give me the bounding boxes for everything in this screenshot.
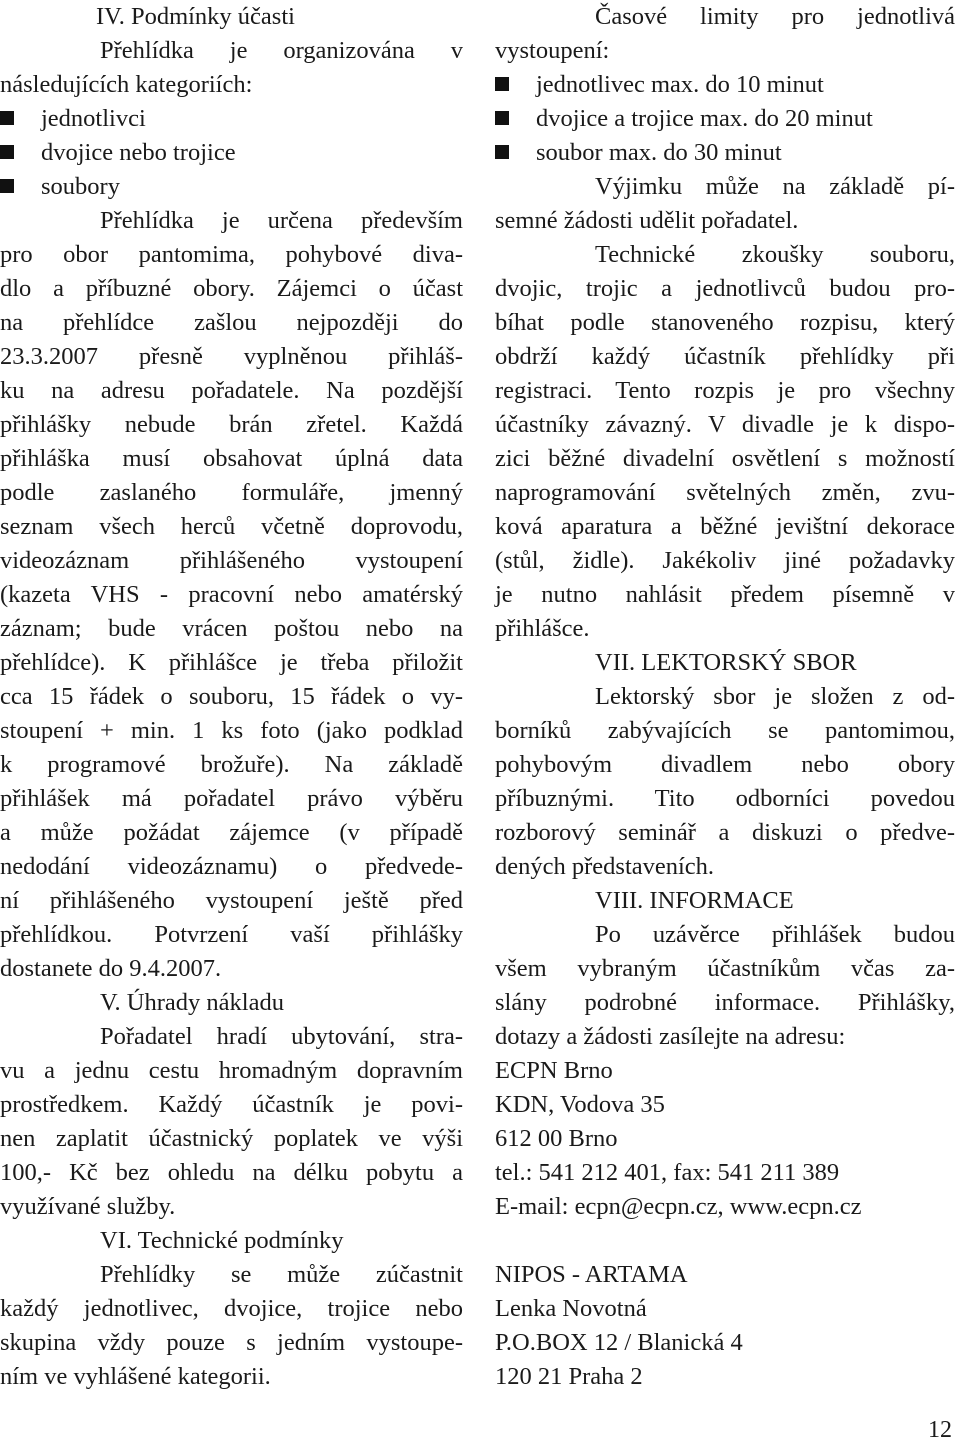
list-item: jednotlivci bbox=[0, 102, 463, 136]
text-line: podle zaslaného formuláře, jmenný bbox=[0, 479, 463, 506]
text-line: (kazeta VHS - pracovní nebo amatérský bbox=[0, 581, 463, 608]
text-line: všem vybraným účastníkům včas za- bbox=[495, 955, 955, 982]
list-item: dvojice nebo trojice bbox=[0, 136, 463, 170]
text-line: ní přihlášeného vystoupení ještě před bbox=[0, 887, 463, 914]
text-line: dených představeních. bbox=[495, 853, 715, 880]
bullet-square-icon bbox=[495, 111, 509, 125]
text-line: přihlášce. bbox=[495, 615, 590, 642]
page-number: 12 bbox=[928, 1417, 952, 1443]
text-line: semné žádosti udělit pořadatel. bbox=[495, 207, 799, 234]
bullet-square-icon bbox=[0, 145, 14, 159]
text-line: skupina vždy pouze s jedním vystoupe- bbox=[0, 1329, 463, 1356]
text-line: Přehlídka je organizována v bbox=[100, 37, 463, 64]
text-line: slány podrobné informace. Přihlášky, bbox=[495, 989, 955, 1016]
text-line: dostanete do 9.4.2007. bbox=[0, 955, 222, 982]
text-line: stoupení + min. 1 ks foto (jako podklad bbox=[0, 717, 463, 744]
text-line: naprogramování světelných změn, zvu- bbox=[495, 479, 955, 506]
address-line: NIPOS - ARTAMA bbox=[495, 1261, 688, 1288]
text-line: Výjimku může na základě pí- bbox=[595, 173, 955, 200]
text-line: přehlídce). K přihlášce je třeba přiložit bbox=[0, 649, 463, 676]
email-web-line[interactable]: E-mail: ecpn@ecpn.cz, www.ecpn.cz bbox=[495, 1193, 862, 1220]
text-line: seznam všech herců včetně doprovodu, bbox=[0, 513, 463, 540]
text-line: (stůl, židle). Jakékoliv jiné požadavky bbox=[495, 547, 955, 574]
address-line: Lenka Novotná bbox=[495, 1295, 647, 1322]
list-item: soubory bbox=[0, 170, 463, 204]
list-item: soubor max. do 30 minut bbox=[495, 136, 955, 170]
text-line: 100,- Kč bez ohledu na délku pobytu a bbox=[0, 1159, 463, 1186]
text-line: vu a jednu cestu hromadným dopravním bbox=[0, 1057, 463, 1084]
left-column bbox=[0, 0, 463, 1394]
text-line: Po uzávěrce přihlášek budou bbox=[595, 921, 955, 948]
text-line: pro obor pantomima, pohybové diva- bbox=[0, 241, 463, 268]
text-line: rozborový seminář a diskuzi o předve- bbox=[495, 819, 955, 846]
text-line: je nutno nahlásit předem písemně v bbox=[495, 581, 955, 608]
text-line: Přehlídka je určena především bbox=[100, 207, 463, 234]
address-line: 612 00 Brno bbox=[495, 1125, 618, 1152]
text-line: na přehlídce zašlou nejpozději do bbox=[0, 309, 463, 336]
address-line: 120 21 Praha 2 bbox=[495, 1363, 643, 1390]
text-line: Časové limity pro jednotlivá bbox=[595, 3, 955, 30]
text-line: Pořadatel hradí ubytování, stra- bbox=[100, 1023, 463, 1050]
text-line: vystoupení: bbox=[495, 37, 610, 64]
text-line: a může požádat zájemce (v případě bbox=[0, 819, 463, 846]
text-line: ku na adresu pořadatele. Na pozdější bbox=[0, 377, 463, 404]
address-line: P.O.BOX 12 / Blanická 4 bbox=[495, 1329, 743, 1356]
text-line: přehlídkou. Potvrzení vaší přihlášky bbox=[0, 921, 463, 948]
address-line: KDN, Vodova 35 bbox=[495, 1091, 665, 1118]
text-line: nedodání videozáznamu) o předvede- bbox=[0, 853, 463, 880]
text-line: ním ve vyhlášené kategorii. bbox=[0, 1363, 271, 1390]
text-line: využívané služby. bbox=[0, 1193, 176, 1220]
section-heading-jury: VII. LEKTORSKÝ SBOR bbox=[595, 649, 857, 676]
text-line: ková aparatura a běžné jevištní dekorace bbox=[495, 513, 955, 540]
list-item: dvojice a trojice max. do 20 minut bbox=[495, 102, 955, 136]
text-line: přihlášky nebude brán zřetel. Každá bbox=[0, 411, 463, 438]
bullet-square-icon bbox=[0, 111, 14, 125]
text-line: Přehlídky se může zúčastnit bbox=[100, 1261, 463, 1288]
text-line: nen zaplatit účastnický poplatek ve výši bbox=[0, 1125, 463, 1152]
address-line: ECPN Brno bbox=[495, 1057, 613, 1084]
text-line: dvojic, trojic a jednotlivců budou pro- bbox=[495, 275, 955, 302]
text-line: borníků zabývajících se pantomimou, bbox=[495, 717, 955, 744]
phone-line: tel.: 541 212 401, fax: 541 211 389 bbox=[495, 1159, 840, 1186]
section-heading-technical: VI. Technické podmínky bbox=[100, 1227, 344, 1254]
text-line: videozáznam přihlášeného vystoupení bbox=[0, 547, 463, 574]
text-line: každý jednotlivec, dvojice, trojice nebo bbox=[0, 1295, 463, 1322]
text-line: cca 15 řádek o souboru, 15 řádek o vy- bbox=[0, 683, 463, 710]
text-line: Lektorský sbor je složen z od- bbox=[595, 683, 955, 710]
text-line: 23.3.2007 přesně vyplněnou přihláš- bbox=[0, 343, 463, 370]
text-line: prostředkem. Každý účastník je povi- bbox=[0, 1091, 463, 1118]
text-line: dlo a příbuzné obory. Zájemci o účast bbox=[0, 275, 463, 302]
text-line: obdrží každý účastník přehlídky při bbox=[495, 343, 955, 370]
spacer bbox=[495, 1224, 955, 1258]
text-line: příbuznými. Tito odborníci povedou bbox=[495, 785, 955, 812]
text-line: následujících kategoriích: bbox=[0, 71, 253, 98]
bullet-square-icon bbox=[495, 77, 509, 91]
text-line: zici běžné divadelní osvětlení s možností bbox=[495, 445, 955, 472]
section-heading-costs: V. Úhrady nákladu bbox=[100, 989, 284, 1016]
text-line: pohybovým divadlem nebo obory bbox=[495, 751, 955, 778]
text-line: přihlášek má pořadatel právo výběru bbox=[0, 785, 463, 812]
section-heading-info: VIII. INFORMACE bbox=[595, 887, 794, 914]
text-line: registraci. Tento rozpis je pro všechny bbox=[495, 377, 955, 404]
text-line: dotazy a žádosti zasílejte na adresu: bbox=[495, 1023, 846, 1050]
section-heading-conditions: IV. Podmínky účasti bbox=[96, 3, 295, 30]
bullet-square-icon bbox=[495, 145, 509, 159]
text-line: přihláška musí obsahovat úplná data bbox=[0, 445, 463, 472]
bullet-square-icon bbox=[0, 179, 14, 193]
text-line: účastníky závazný. V divadle je k dispo- bbox=[495, 411, 955, 438]
list-item: jednotlivec max. do 10 minut bbox=[495, 68, 955, 102]
text-line: záznam; bude vrácen poštou nebo na bbox=[0, 615, 463, 642]
text-line: k programové brožuře). Na základě bbox=[0, 751, 463, 778]
text-line: bíhat podle stanoveného rozpisu, který bbox=[495, 309, 955, 336]
text-line: Technické zkoušky souboru, bbox=[595, 241, 955, 268]
right-column bbox=[495, 0, 955, 1394]
